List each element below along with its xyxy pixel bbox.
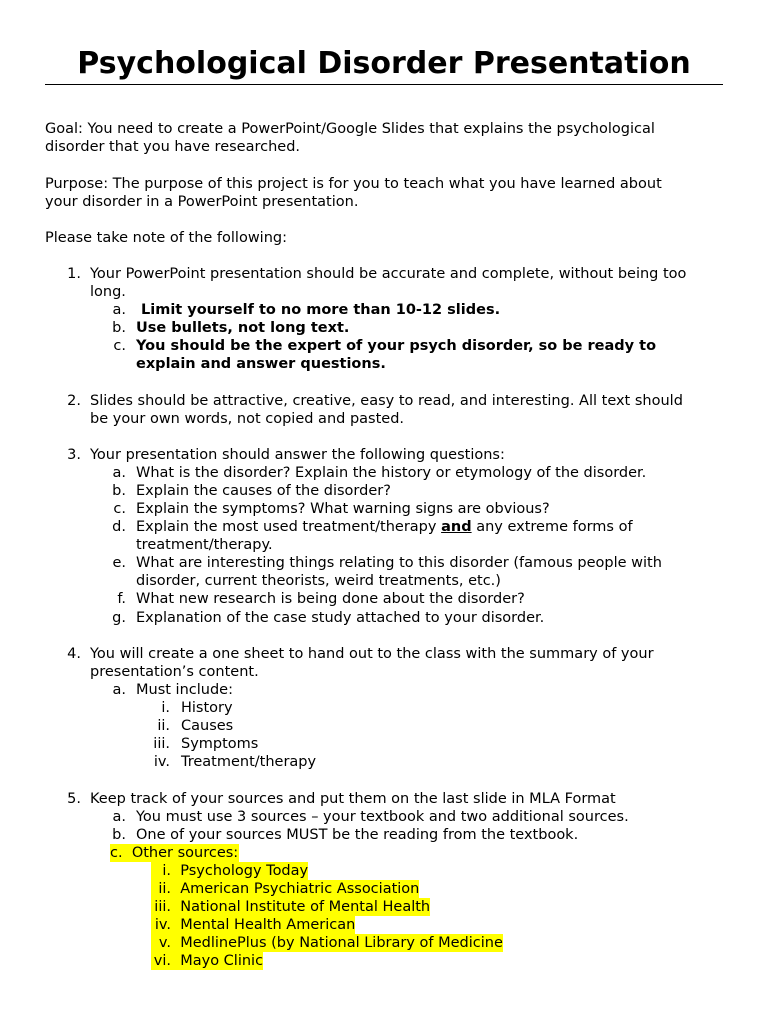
source-marker: ii. xyxy=(158,881,171,897)
item-3d-line-1 xyxy=(136,518,633,536)
item-3f-marker: f. xyxy=(117,591,126,607)
source-name: Mental Health American xyxy=(180,917,356,933)
item-3d-marker: d. xyxy=(112,519,126,535)
item-3e-marker: e. xyxy=(112,555,126,571)
source-name: Psychology Today xyxy=(180,863,309,879)
item-3a-marker: a. xyxy=(112,465,126,481)
item-5-number: 5. xyxy=(67,791,81,807)
source-list-item xyxy=(151,916,355,934)
item-3-line-1: Your presentation should answer the following questions: xyxy=(90,447,505,463)
item-4-sub-text: Treatment/therapy xyxy=(181,754,317,770)
item-4-sub-marker: iv. xyxy=(153,754,170,770)
note-intro: Please take note of the following: xyxy=(45,230,287,246)
item-5b-text: One of your sources MUST be the reading from the textbook. xyxy=(136,827,579,843)
purpose-line-1: Purpose: The purpose of this project is for you to teach what you have learned about xyxy=(45,176,662,192)
source-list-item xyxy=(151,880,419,898)
item-3d-post: any extreme forms of xyxy=(471,519,633,535)
goal-line-2: disorder that you have researched. xyxy=(45,139,301,155)
purpose-line-2: your disorder in a PowerPoint presentation. xyxy=(45,194,359,210)
item-4-sub-marker: i. xyxy=(161,700,170,716)
source-name: American Psychiatric Association xyxy=(180,881,420,897)
item-3b-marker: b. xyxy=(112,483,126,499)
source-list-item xyxy=(151,862,308,880)
source-name: National Institute of Mental Health xyxy=(180,899,431,915)
item-1-line-2: long. xyxy=(90,284,126,300)
item-4-sub-text: Symptoms xyxy=(181,736,259,752)
item-1b-marker: b. xyxy=(112,320,126,336)
item-1-line-1: Your PowerPoint presentation should be accurate and complete, without being too xyxy=(90,266,687,282)
item-3g-marker: g. xyxy=(112,610,126,626)
item-1a-marker: a. xyxy=(112,302,126,318)
goal-line-1: Goal: You need to create a PowerPoint/Google Slides that explains the psychological xyxy=(45,121,655,137)
item-3f-text: What new research is being done about the disorder? xyxy=(136,591,525,607)
item-1-number: 1. xyxy=(67,266,81,282)
item-4-sub-text: Causes xyxy=(181,718,234,734)
item-4-line-1: You will create a one sheet to hand out to the class with the summary of your xyxy=(90,646,654,662)
source-marker: iv. xyxy=(154,917,171,933)
item-5a-marker: a. xyxy=(112,809,126,825)
source-marker: iii. xyxy=(154,899,171,915)
source-list-item xyxy=(151,898,430,916)
item-2-number: 2. xyxy=(67,393,81,409)
item-3d-pre: Explain the most used treatment/therapy xyxy=(136,519,442,535)
item-5-line-1: Keep track of your sources and put them on the last slide in MLA Format xyxy=(90,791,616,807)
item-3d-emphasis: and xyxy=(441,519,472,535)
item-5c-highlight xyxy=(110,844,239,862)
item-4a-text: Must include: xyxy=(136,682,233,698)
item-3b-text: Explain the causes of the disorder? xyxy=(136,483,391,499)
item-4-sub-marker: ii. xyxy=(157,718,170,734)
item-5a-text: You must use 3 sources – your textbook and two additional sources. xyxy=(136,809,629,825)
item-3d-line-2: treatment/therapy. xyxy=(136,537,273,553)
item-5b-marker: b. xyxy=(112,827,126,843)
item-3c-marker: c. xyxy=(113,501,126,517)
item-1a-text: Limit yourself to no more than 10-12 slides. xyxy=(141,302,501,318)
item-3a-text: What is the disorder? Explain the history or etymology of the disorder. xyxy=(136,465,647,481)
item-4a-marker: a. xyxy=(112,682,126,698)
source-name: Mayo Clinic xyxy=(180,953,264,969)
source-marker: v. xyxy=(158,935,171,951)
source-name: MedlinePlus (by National Library of Medicine xyxy=(180,935,503,951)
item-3c-text: Explain the symptoms? What warning signs are obvious? xyxy=(136,501,550,517)
page-title: Psychological Disorder Presentation xyxy=(77,46,691,81)
item-1c-line-1: You should be the expert of your psych disorder, so be ready to xyxy=(136,338,657,354)
source-marker: i. xyxy=(162,863,171,879)
item-1b-text: Use bullets, not long text. xyxy=(136,320,350,336)
title-underline xyxy=(45,84,723,85)
source-marker: vi. xyxy=(153,953,171,969)
item-1c-line-2: explain and answer questions. xyxy=(136,356,386,372)
item-1c-marker: c. xyxy=(113,338,126,354)
goal-paragraph xyxy=(45,120,725,156)
source-list-item xyxy=(151,934,503,952)
item-3g-text: Explanation of the case study attached to your disorder. xyxy=(136,610,545,626)
item-5c-text: Other sources: xyxy=(131,845,239,861)
item-5c-marker: c. xyxy=(110,845,123,861)
source-list-item xyxy=(151,952,263,970)
item-4-line-2: presentation’s content. xyxy=(90,664,259,680)
item-3-number: 3. xyxy=(67,447,81,463)
item-4-sub-text: History xyxy=(181,700,233,716)
item-2-line-2: be your own words, not copied and pasted. xyxy=(90,411,405,427)
purpose-paragraph xyxy=(45,175,725,211)
item-4-number: 4. xyxy=(67,646,81,662)
item-4-sub-marker: iii. xyxy=(153,736,170,752)
item-3e-line-2: disorder, current theorists, weird treatments, etc.) xyxy=(136,573,501,589)
item-2-line-1: Slides should be attractive, creative, easy to read, and interesting. All text should xyxy=(90,393,683,409)
item-3e-line-1: What are interesting things relating to this disorder (famous people with xyxy=(136,555,662,571)
